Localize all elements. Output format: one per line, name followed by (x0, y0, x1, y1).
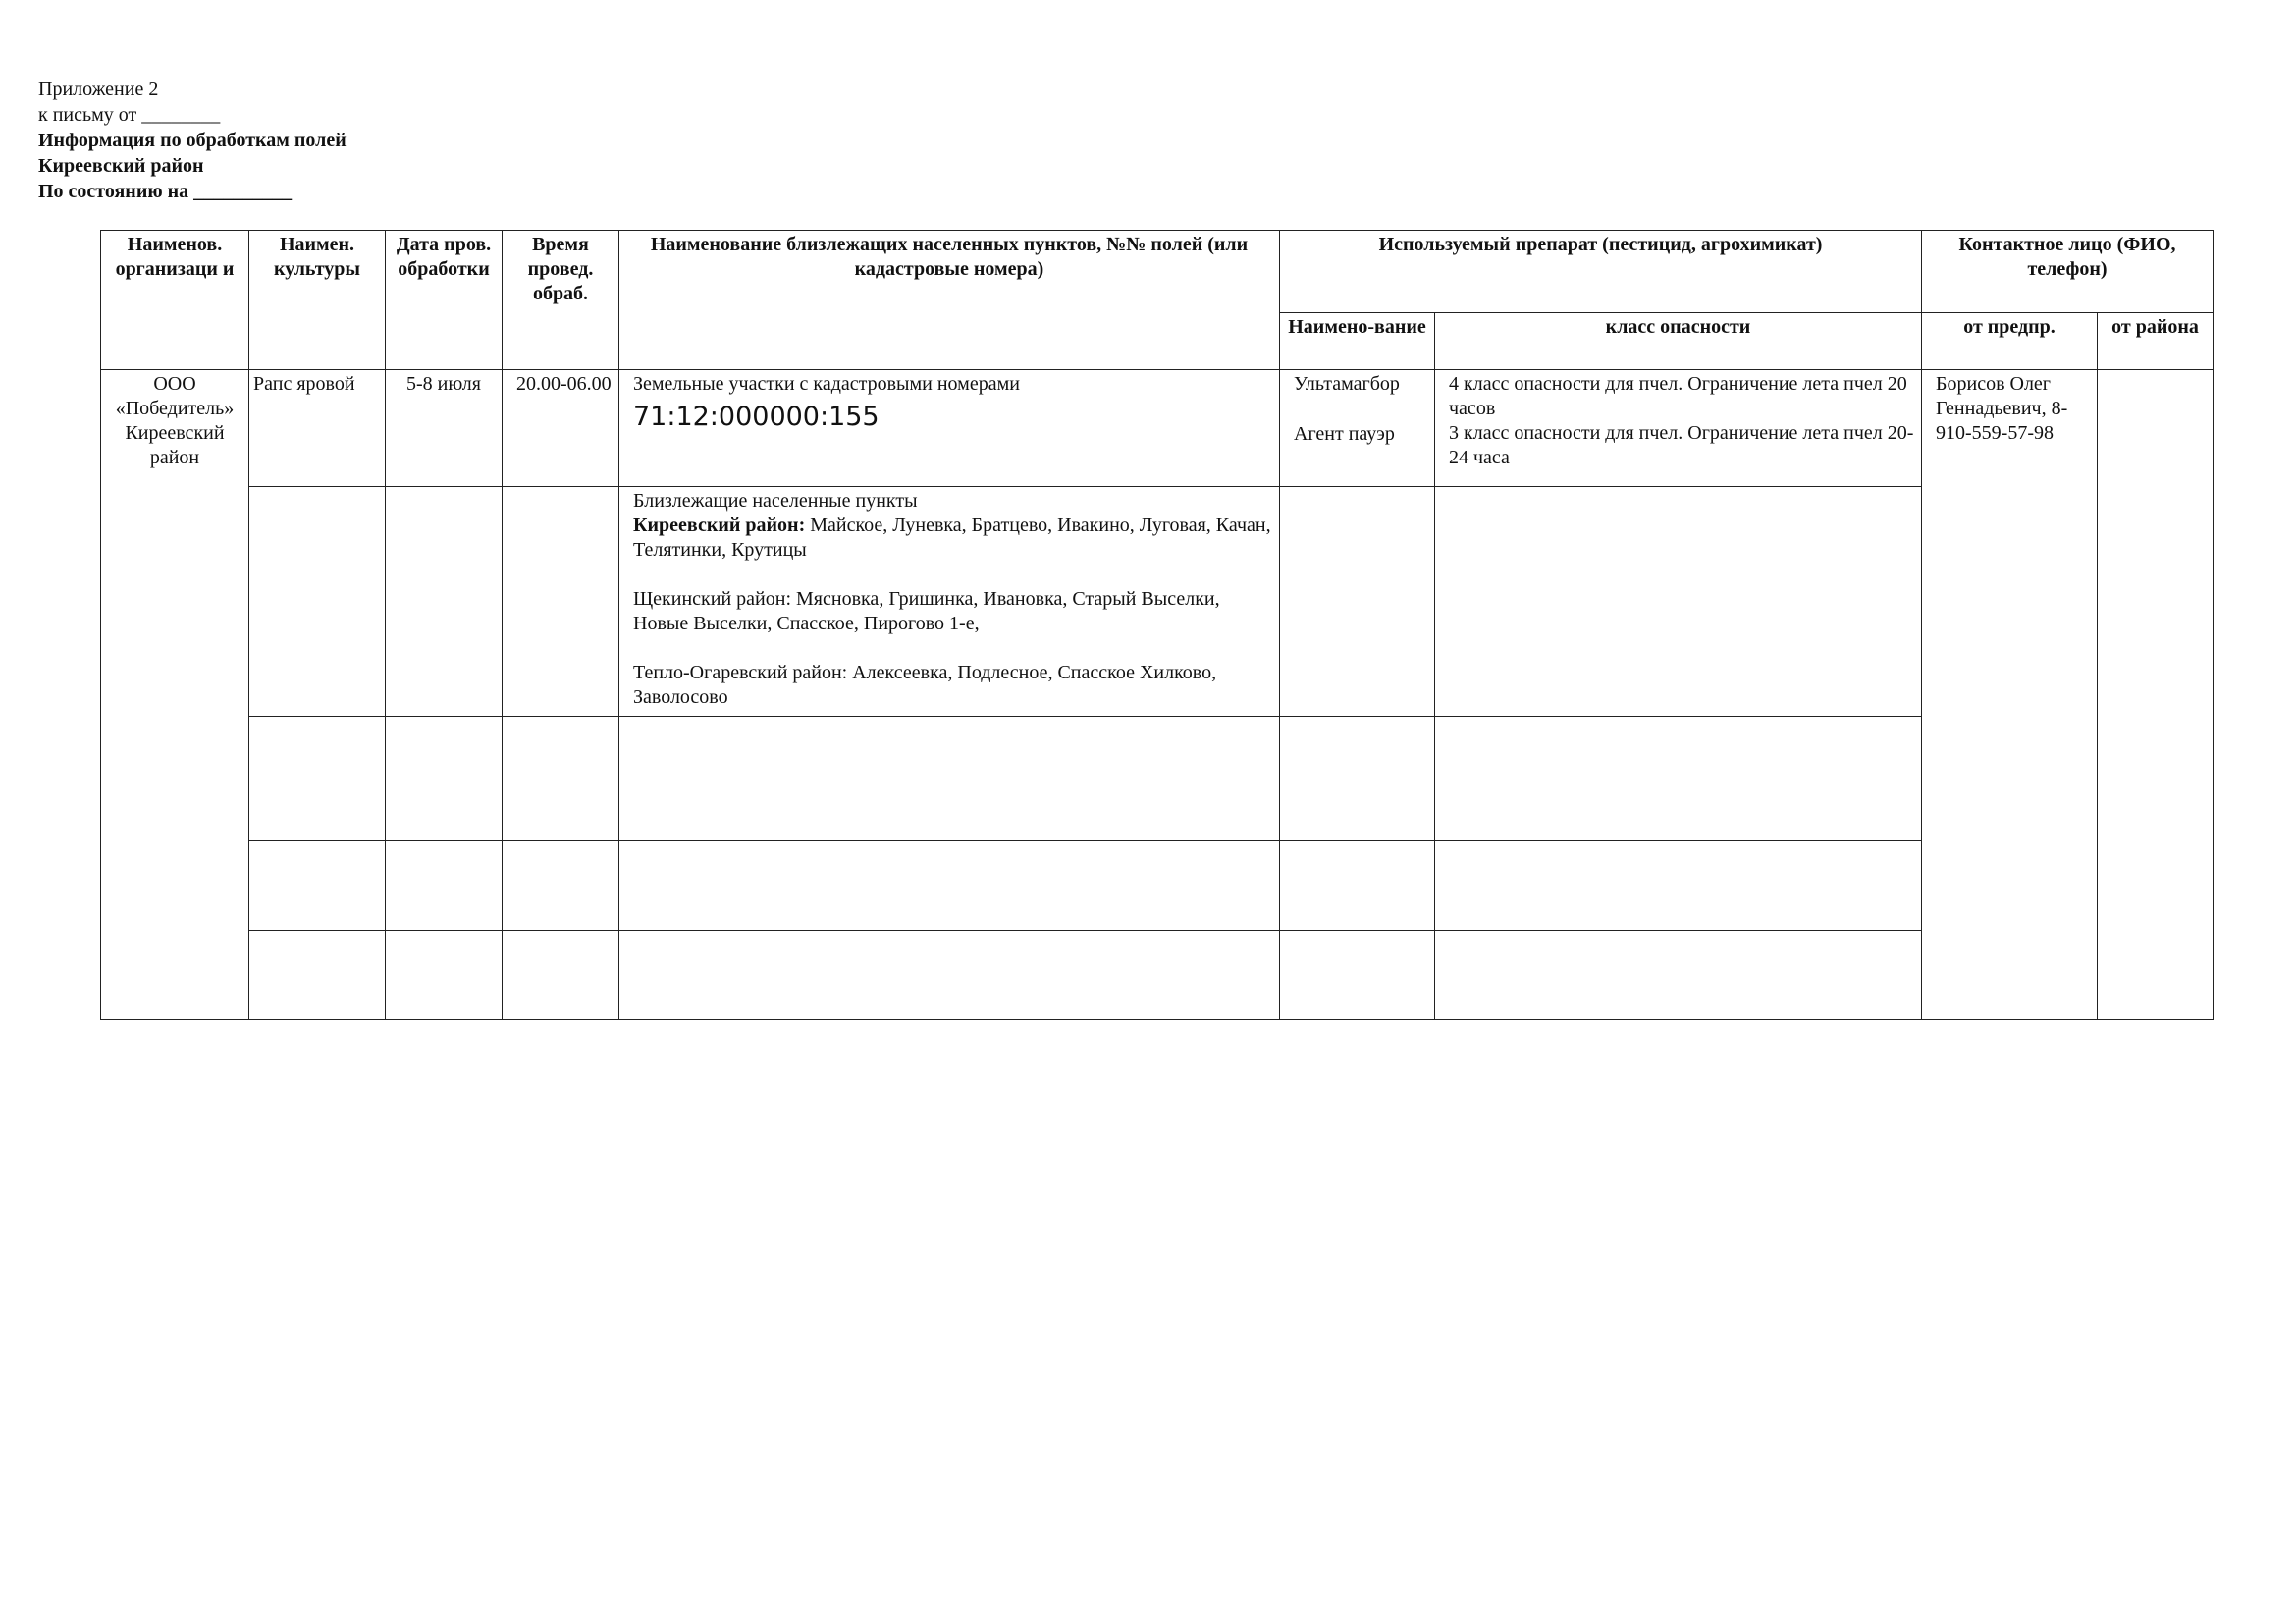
col-header-time: Время провед. обраб. (503, 231, 619, 370)
cell-date: 5-8 июля (386, 370, 503, 487)
cell-culture: Рапс яровой (249, 370, 386, 487)
places-label: Земельные участки с кадастровыми номерами (633, 373, 1020, 395)
hazard-1: 4 класс опасности для пчел. Ограничение лета пчел 20 часов (1449, 373, 1907, 419)
prep-name-2: Агент пауэр (1294, 423, 1395, 445)
nearby-kireevsky (633, 514, 1275, 563)
table-row (101, 841, 2214, 931)
cell-org: ООО «Победитель» Киреевский район (101, 370, 249, 1020)
table-header-row (101, 231, 2214, 313)
cell-places (619, 370, 1280, 487)
nearby-shchekino: Щекинский район: Мясновка, Гришинка, Ивановка, Старый Выселки, Новые Выселки, Спасское, Пирогово 1-е, (633, 588, 1220, 634)
cadastral-number: 71:12:000000:155 (633, 402, 880, 432)
prep-name-1: Ультамагбор (1294, 373, 1400, 395)
document-header (38, 77, 347, 204)
appendix-label: Приложение 2 (38, 79, 159, 100)
col-header-culture: Наимен. культуры (249, 231, 386, 370)
cell-time: 20.00-06.00 (503, 370, 619, 487)
col-header-places: Наименование близлежащих населенных пунктов, №№ полей (или кадастровые номера) (619, 231, 1280, 370)
col-header-contact-company: от предпр. (1922, 313, 2098, 370)
nearby-title: Близлежащие населенные пункты (633, 490, 918, 512)
cell-prep-name (1280, 370, 1435, 487)
table-row (101, 487, 2214, 717)
cell-contact-district (2098, 370, 2214, 1020)
col-header-org: Наименов. организаци и (101, 231, 249, 370)
cell-contact-company: Борисов Олег Геннадьевич, 8-910-559-57-98 (1922, 370, 2098, 1020)
treatment-table (100, 230, 2214, 1020)
district-label: Киреевский район (38, 155, 204, 177)
cell-hazard (1435, 370, 1922, 487)
kireevsky-list: Майское, Луневка, Братцево, Ивакино, Луговая, Качан, Телятинки, Крутицы (633, 514, 1271, 561)
hazard-2: 3 класс опасности для пчел. Ограничение лета пчел 20-24 часа (1449, 422, 1914, 468)
table-row (101, 717, 2214, 841)
letter-reference: к письму от ________ (38, 104, 221, 126)
table-row (101, 931, 2214, 1020)
table-row (101, 370, 2214, 487)
col-header-prep-name: Наимено-вание (1280, 313, 1435, 370)
col-header-preparation: Используемый препарат (пестицид, агрохимикат) (1280, 231, 1922, 313)
status-date-label: По состоянию на __________ (38, 181, 293, 202)
document-title: Информация по обработкам полей (38, 130, 347, 151)
col-header-hazard: класс опасности (1435, 313, 1922, 370)
col-header-contact: Контактное лицо (ФИО, телефон) (1922, 231, 2214, 313)
kireevsky-label: Киреевский район: (633, 514, 806, 536)
col-header-date: Дата пров. обработки (386, 231, 503, 370)
cell-nearby-places (619, 487, 1280, 717)
col-header-contact-district: от района (2098, 313, 2214, 370)
nearby-teplo-ogarevsky: Тепло-Огаревский район: Алексеевка, Подлесное, Спасское Хилково, Заволосово (633, 662, 1217, 708)
